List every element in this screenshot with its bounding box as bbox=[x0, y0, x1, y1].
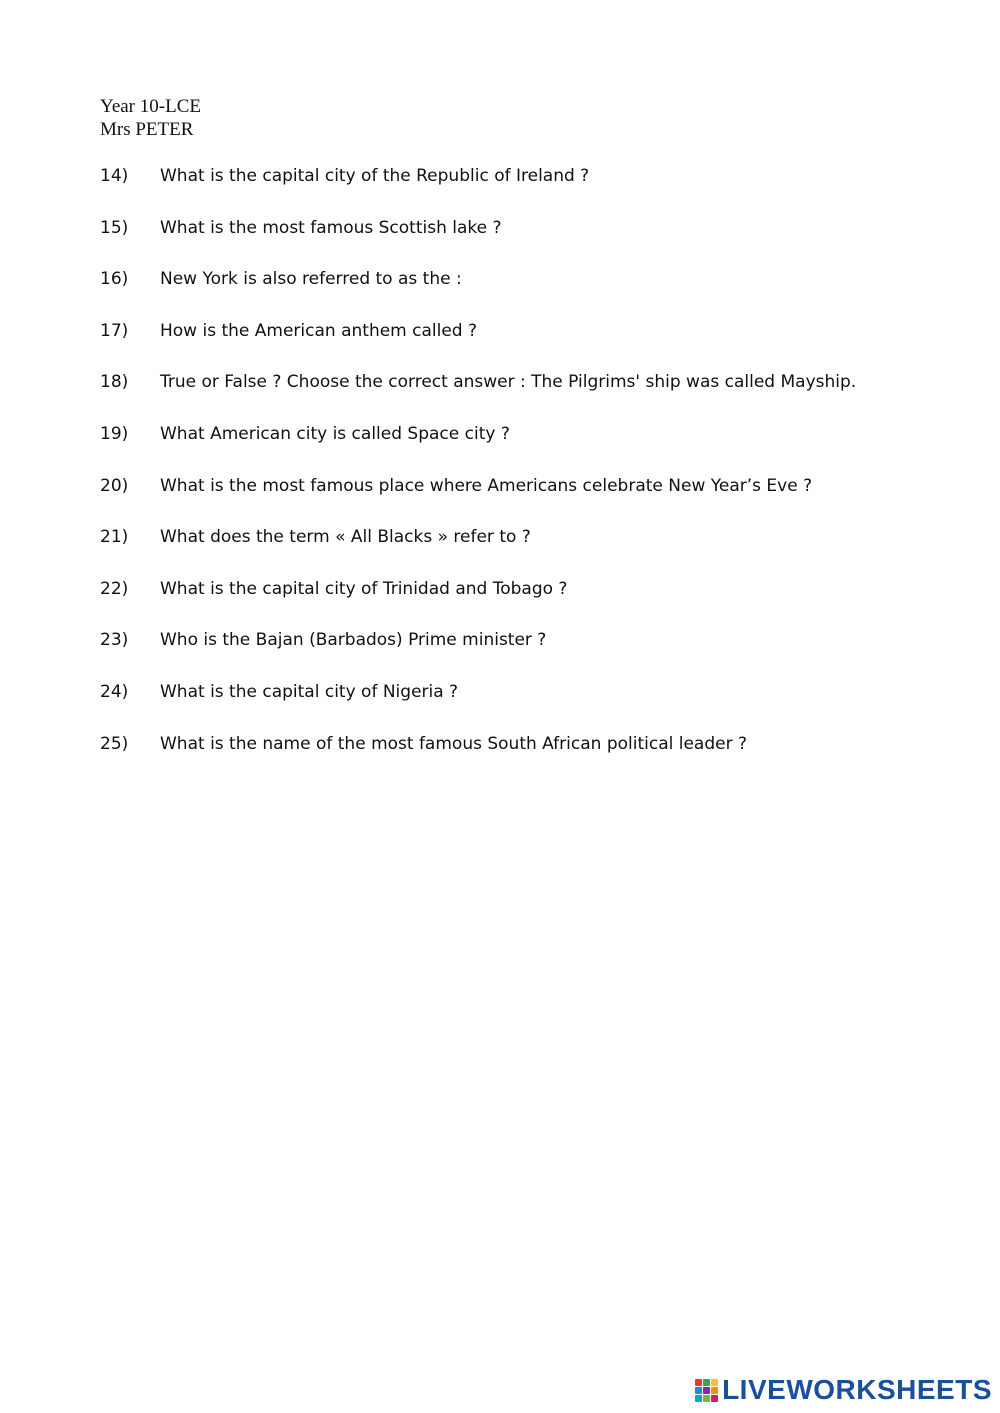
question-item bbox=[100, 527, 960, 579]
question-item bbox=[100, 630, 960, 682]
question-number: 23) bbox=[100, 630, 129, 651]
question-number: 25) bbox=[100, 733, 129, 754]
question-text: What is the capital city of Nigeria ? bbox=[160, 681, 459, 702]
question-number: 20) bbox=[100, 475, 129, 496]
question-number: 24) bbox=[100, 681, 129, 702]
question-item bbox=[100, 166, 960, 218]
question-text: What is the most famous Scottish lake ? bbox=[160, 217, 502, 238]
question-number: 22) bbox=[100, 578, 129, 599]
question-text: What does the term « All Blacks » refer to ? bbox=[160, 527, 531, 548]
question-text: What is the most famous place where Americans celebrate New Year’s Eve ? bbox=[160, 475, 813, 496]
teacher-name: Mrs PETER bbox=[100, 119, 194, 140]
question-item bbox=[100, 218, 960, 270]
question-item bbox=[100, 734, 960, 786]
worksheet-header bbox=[100, 95, 201, 141]
question-text: True or False ? Choose the correct answer : The Pilgrims' ship was called Mayship. bbox=[160, 372, 857, 393]
question-number: 17) bbox=[100, 320, 129, 341]
question-item bbox=[100, 372, 960, 424]
question-number: 15) bbox=[100, 217, 129, 238]
class-label: Year 10-LCE bbox=[100, 96, 201, 117]
brand-name: LIVEWORKSHEETS bbox=[722, 1374, 992, 1405]
question-number: 14) bbox=[100, 166, 129, 186]
question-item bbox=[100, 269, 960, 321]
question-item bbox=[100, 476, 960, 528]
liveworksheets-logo-icon bbox=[695, 1379, 718, 1402]
question-list bbox=[100, 166, 960, 785]
question-text: Who is the Bajan (Barbados) Prime minister ? bbox=[160, 630, 547, 651]
question-number: 21) bbox=[100, 527, 129, 548]
question-item bbox=[100, 682, 960, 734]
question-item bbox=[100, 579, 960, 631]
liveworksheets-brand[interactable] bbox=[695, 1375, 992, 1405]
question-text: What American city is called Space city ? bbox=[160, 423, 510, 444]
question-text: New York is also referred to as the : bbox=[160, 269, 462, 290]
question-item bbox=[100, 424, 960, 476]
question-number: 18) bbox=[100, 372, 129, 393]
question-text: How is the American anthem called ? bbox=[160, 320, 478, 341]
question-text: What is the capital city of the Republic of Ireland ? bbox=[160, 166, 590, 186]
question-text: What is the capital city of Trinidad and Tobago ? bbox=[160, 578, 568, 599]
question-number: 16) bbox=[100, 269, 129, 290]
question-number: 19) bbox=[100, 423, 129, 444]
question-item bbox=[100, 321, 960, 373]
question-text: What is the name of the most famous South African political leader ? bbox=[160, 733, 748, 754]
